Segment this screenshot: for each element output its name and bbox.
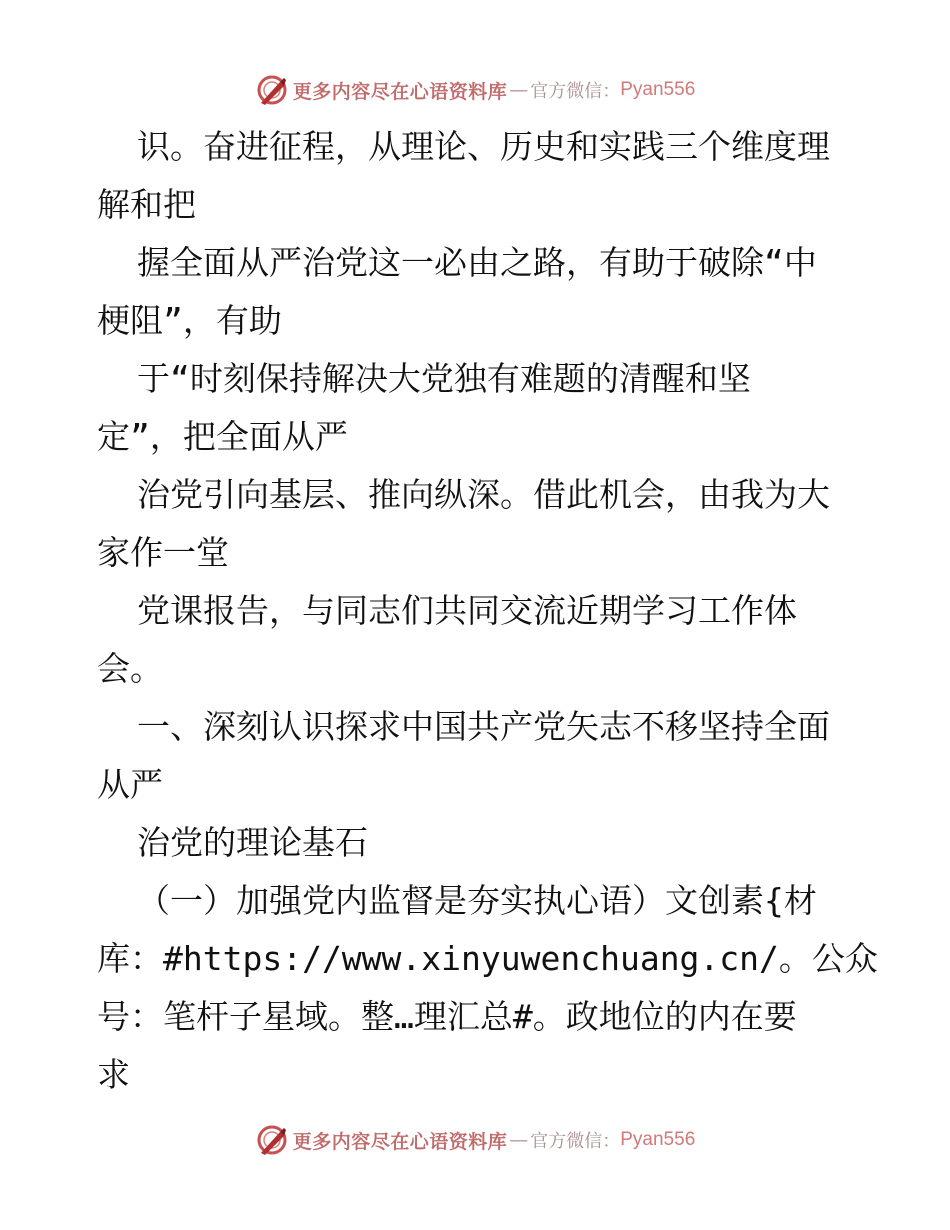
pen-logo-icon — [255, 1123, 289, 1157]
header-separator: — — [509, 79, 529, 101]
body-line: 解和把 — [97, 185, 196, 224]
document-body — [97, 118, 878, 1104]
section-heading-line: 治党的理论基石 — [137, 823, 368, 862]
body-line: 识。奋进征程，从理论、历史和实践三个维度理 — [137, 127, 830, 166]
body-line: 定”，把全面从严 — [97, 417, 348, 456]
pen-logo-icon — [255, 73, 289, 107]
body-line: 家作一堂 — [97, 533, 229, 572]
header-wechat-id: Pyan556 — [620, 79, 696, 100]
footer-wechat-id: Pyan556 — [620, 1129, 696, 1150]
subsection-heading-line: （一）加强党内监督是夯实执心语）文创素{材 — [137, 881, 817, 920]
body-line: 党课报告，与同志们共同交流近期学习工作体 — [137, 591, 797, 630]
header-banner — [0, 70, 950, 110]
body-line: 握全面从严治党这一必由之路，有助于破除“中 — [137, 243, 817, 282]
footer-separator: — — [509, 1129, 529, 1151]
body-line: 治党引向基层、推向纵深。借此机会，由我为大 — [137, 475, 830, 514]
body-line: 于“时刻保持解决大党独有难题的清醒和坚 — [137, 359, 751, 398]
body-line: 号：笔杆子星域。整…理汇总#。政地位的内在要 — [97, 997, 797, 1036]
footer-wechat-label: 官方微信： — [530, 1131, 621, 1152]
header-brand: 更多内容尽在心语资料库 — [292, 80, 508, 103]
section-heading-line: 从严 — [97, 765, 163, 804]
body-line: 会。 — [97, 649, 163, 688]
footer-brand: 更多内容尽在心语资料库 — [292, 1130, 508, 1153]
body-line: 梗阻”，有助 — [97, 301, 282, 340]
body-line: 库：#https://www.xinyuwenchuang.cn/。公众 — [97, 939, 878, 978]
footer-banner — [0, 1120, 950, 1160]
body-line: 求 — [97, 1055, 130, 1094]
section-heading-line: 一、深刻认识探求中国共产党矢志不移坚持全面 — [137, 707, 830, 746]
header-wechat-label: 官方微信： — [530, 81, 621, 102]
